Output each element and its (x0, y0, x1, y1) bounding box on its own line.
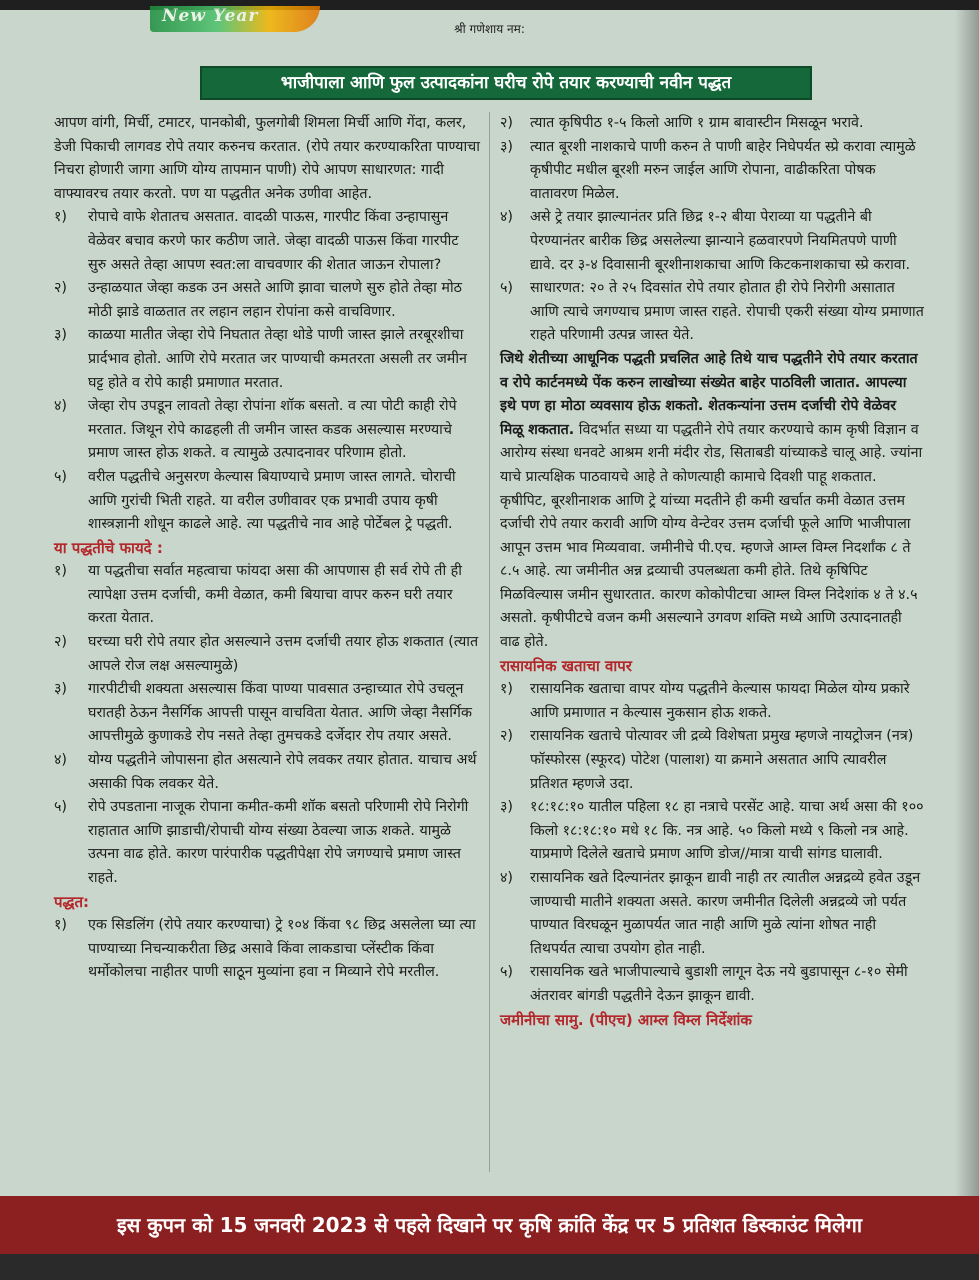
bold-paragraph: जिथे शेतीच्या आधूनिक पद्धती प्रचलित आहे तिथे याच पद्धतीने रोपे तयार करतात व रोपे कार्टनमध्ये पेंक करुन लाखोच्या संख्येत बाहेर पाठविली जातात. आपल्या इथे पण हा मोठा व्यवसाय होऊ शकतो. शेतकन्यांना उत्तम दर्जाची रोपे वेळेवर मिळू शकतात. (500, 350, 918, 438)
list-item (500, 206, 924, 277)
list-item (54, 324, 480, 395)
item-text: रोपाचे वाफे शेतातच असतात. वादळी पाऊस, गारपीट किंवा उन्हापासुन वेळेवर बचाव करणे फार कठीण जाते. जेव्हा वादळी पाऊस किंवा गारपीट सुरु असते तेव्हा आपण स्वत:ला वाचवणार की शेतात जाऊन रोपाला? (88, 209, 459, 273)
list-item (500, 678, 924, 725)
method-heading: पद्धत: (54, 892, 90, 911)
item-text: घरच्या घरी रोपे तयार होत असल्याने उत्तम दर्जाची तयार होऊ शकतात (त्यात आपले रोज लक्ष असल्यामुळे) (88, 634, 479, 674)
list-item (54, 466, 480, 537)
list-item (54, 206, 480, 277)
item-number: ४) (500, 870, 514, 886)
right-column (500, 112, 924, 1032)
top-frame (0, 0, 979, 10)
logo-text: New Year (162, 6, 259, 26)
coupon-banner: इस कुपन को 15 जनवरी 2023 से पहले दिखाने पर कृषि क्रांति केंद्र पर 5 प्रतिशत डिस्काउंट मिलेगा (0, 1196, 979, 1254)
item-text: एक सिडलिंग (रोपे तयार करण्याचा) ट्रे १०४ किंवा ९८ छिद्र असलेला घ्या त्या पाण्याच्या निचन्याकरीता छिद्र असावे किंवा लाकडाचा प्लेंस्टीक किंवा थर्मोकोलचा नाहीतर पाणी साठून मुव्यांना हवा न मिव्याने रोपे मरतील. (88, 917, 476, 981)
chemical-list (500, 678, 924, 1008)
item-number: २) (500, 728, 514, 745)
intro-paragraph: आपण वांगी, मिर्ची, टमाटर, पानकोबी, फुलगोबी शिमला मिर्ची आणि गेंदा, कलर, डेजी पिकाची लागवड रोपे तयार करुनच करतात. (रोपे तयार करण्याकरिता पाण्याचा निचरा होणारी जागा आणि योग्य तापमान पाणी) रोपे आपण साधारणत: गादी वाफ्यावरच तयार करतो. पण या पद्धतीत अनेक उणीवा आहेत. (54, 115, 480, 202)
ph-heading: जमीनीचा सामु. (पीएच) आम्ल विम्ल निर्देशांक (500, 1010, 752, 1029)
item-number: २) (54, 634, 68, 651)
method-continued-list (500, 112, 924, 348)
item-text: रासायनिक खते भाजीपाल्याचे बुडाशी लागून देऊ नये बुडापासून ८-१० सेमी अंतरावर बांगडी पद्धतीने देऊन झाकून द्यावी. (530, 964, 908, 1004)
item-text: काळया मातीत जेव्हा रोपे निघतात तेव्हा थोडे पाणी जास्त झाले तरबूरशीचा प्रार्दभाव होतो. आणि रोपे मरतात जर पाण्याची कमतरता असली तर जमीन घट्ट होते व रोपे काही प्रमाणात मरतात. (88, 327, 467, 391)
item-text: उन्हाळयात जेव्हा कडक उन असते आणि झावा चालणे सुरु होते तेव्हा मोठ मोठी झाडे वाळतात तर लहान लहान रोपांना कसे वाचविणार. (88, 280, 462, 320)
item-number: १) (54, 917, 68, 934)
item-text: वरील पद्धतीचे अनुसरण केल्यास बियाण्याचे प्रमाण जास्त लागते. चोराची आणि गुरांची भिती राहते. या वरील उणीवावर एक प्रभावी उपाय कृषी शास्त्रज्ञानी शोधून काढले आहे. त्या पद्धतीचे नाव आहे पोर्टेबल ट्रे पद्धती. (88, 468, 456, 533)
list-item (54, 560, 480, 631)
commercial-paragraph (500, 348, 924, 655)
page-edge-shadow (955, 10, 979, 1196)
item-text: जेव्हा रोप उपडून लावतो तेव्हा रोपांना शॉक बसतो. व त्या पोटी काही रोपे मरतात. जिथून रोपे काढहली ती जमीन जास्त कडक असल्यास मरण्याचे प्रमाण जास्त होऊ शकते. व त्यामुळे उत्पादनावर परिणाम होतो. (88, 398, 457, 462)
list-item (54, 796, 480, 890)
item-number: ३) (54, 327, 68, 344)
item-number: ३) (54, 681, 68, 698)
item-number: १) (500, 681, 514, 698)
list-item (54, 678, 480, 749)
list-item (500, 112, 924, 136)
item-number: ३) (500, 138, 514, 155)
left-column (54, 112, 480, 985)
item-text: त्यात कृषिपीठ १-५ किलो आणि १ ग्राम बावास्टीन मिसळून भरावे. (530, 115, 864, 131)
item-number: ३) (500, 799, 514, 816)
item-number: ५) (500, 280, 514, 297)
item-text: असे ट्रे तयार झाल्यानंतर प्रति छिद्र १-२ बीया पेराव्या या पद्धतीने बी पेरण्यानंतर बारीक छिद्र असलेल्या झान्याने हळवारपणे नियमितपणे पाणी द्यावे. दर ३-४ दिवासानी बूरशीनाशकाचा आणि किटकनाशकाचा स्प्रे करावा. (530, 209, 911, 273)
item-number: ४) (500, 209, 514, 226)
item-text: या पद्धतीचा सर्वात महत्वाचा फांयदा असा की आपणास ही सर्व रोपे ती ही त्यापेक्षा उत्तम दर्जाची, कमी वेळात, कमी बियाचा वापर करुन घरी तयार करता येतात. (88, 563, 462, 627)
list-item (54, 631, 480, 678)
list-item (500, 796, 924, 867)
column-divider (489, 112, 490, 1172)
item-text: योग्य पद्धतीने जोपासना होत असत्याने रोपे लवकर तयार होतात. याचाच अर्थ असाकी पिक लवकर येते. (88, 752, 477, 792)
item-text: रासायनिक खते दिल्यानंतर झाकून द्यावी नाही तर त्यातील अन्नद्रव्ये हवेत उडून जाण्याची मातीने शक्यता असते. कारण जमीनीत दिलेली अन्नद्रव्ये जो पर्यत पाण्यात विरघळून मुळापर्यत जात नाही आणि मुळे त्यांना शोषत नाही तिथपर्यत त्याचा उपयोग होत नाही. (530, 870, 921, 957)
list-item (54, 395, 480, 466)
item-text: रासायनिक खताचे पोत्यावर जी द्रव्ये विशेषता प्रमुख म्हणजे नायट्रोजन (नत्र) फॉस्फोरस (स्फूरद) पोटेश (पालाश) या क्रमाने असतात आपि त्यावरील प्रतिशत म्हणजे उदा. (530, 728, 914, 792)
chemical-heading: रासायनिक खताचा वापर (500, 656, 632, 675)
bottom-frame (0, 1254, 979, 1280)
item-number: २) (54, 280, 68, 297)
body-paragraph: विदर्भात सध्या या पद्धतीने रोपे तयार करण्याचे काम कृषी विज्ञान व आरोग्य संस्था धनवटे आश्रम शनी मंदीर रोड, सिताबडी यांच्याकडे चालू आहे. ज्यांना याचे प्रात्यक्षिक पाठवायचे आहे ते कोणत्याही कामाचे दिवशी पाहू शकतात. कृषीपिट, बूरशीनाशक आणि ट्रे यांच्या मदतीने ही कमी खर्चात कमी वेळात उत्तम दर्जाची रोपे तयार करावी आणि योग्य वेन्टेवर उत्तम दर्जाची फूले आणि भाजीपाला आपून उत्तम भाव मिव्यवावा. जमीनीचे पी.एच. म्हणजे आम्ल विम्ल निदर्शांक ८ ते ८.५ आहे. त्या जमीनीत अन्न द्रव्याची उपलब्धता कमी होते. तिथे कृषिपिट मिळविल्यास जमीन सुधारतात. कारण कोकोपीटचा आम्ल विम्ल निदेशांक ४ ते ४.५ असतो. कृषीपीटचे वजन कमी असल्याने उगवण शक्ति मध्ये आणि उत्पादनातही वाढ होते. (500, 421, 923, 651)
item-text: रोपे उपडताना नाजूक रोपाना कमीत-कमी शॉक बसतो परिणामी रोपे निरोगी राहातात आणि झाडाची/रोपाची योग्य संख्या ठेवल्या जाऊ शकते. यामुळे उत्पना वाढ होते. कारण पारंपारीक पद्धतीपेक्षा रोपे जगण्याचे प्रमाण जास्त राहते. (88, 799, 469, 886)
list-item (500, 725, 924, 796)
list-item (500, 277, 924, 348)
item-number: १) (54, 563, 68, 580)
item-number: ५) (54, 799, 68, 816)
item-text: गारपीटीची शक्यता असल्यास किंवा पाण्या पावसात उन्हाच्यात रोपे उचलून घरातही ठेऊन नैसर्गिक आपत्ती पासून वाचविता येतात. आणि जेव्हा नैसर्गिक आपत्तीमुळे कुणाकडे रोप नसते तेव्हा तुमचकडे दर्जेदार रोप तयार असते. (88, 681, 472, 745)
item-text: साधारणत: २० ते २५ दिवसांत रोपे तयार होतात ही रोपे निरोगी असातात आणि त्याचे जगण्याच प्रमाण जास्त राहते. रोपाची एकरी संख्या योग्य प्रमाणात राहते परिणामी उत्पन्न जास्त येते. (530, 280, 924, 344)
item-text: त्यात बूरशी नाशकाचे पाणी करुन ते पाणी बाहेर निघेपर्यत स्प्रे करावा त्यामुळे कृषीपीट मधील बूरशी मरुन जाईल आणि रोपाना, वाढीकरिता पोषक वातावरण मिळेल. (530, 138, 916, 202)
item-number: २) (500, 115, 514, 131)
invocation: श्री गणेशाय नम: (454, 22, 525, 36)
list-item (54, 277, 480, 324)
list-item (54, 914, 480, 985)
list-item (500, 961, 924, 1008)
item-text: रासायनिक खताचा वापर योग्य पद्धतीने केल्यास फायदा मिळेल योग्य प्रकारे आणि प्रमाणात न केल्यास नुकसान होऊ शकते. (530, 681, 910, 721)
page-title: भाजीपाला आणि फुल उत्पादकांना घरीच रोपे तयार करण्याची नवीन पद्धत (200, 66, 812, 100)
item-text: १८:१८:१० यातील पहिला १८ हा नत्राचे परसेंट आहे. याचा अर्थ असा की १०० किलो १८:१८:१० मधे १८ कि. नत्र आहे. ५० किलो मध्ये ९ किलो नत्र आहे. याप्रमाणे दिलेले खताचे प्रमाण आणि डोज//मात्रा याची सांगड घालावी. (530, 799, 924, 863)
item-number: ५) (500, 964, 514, 981)
problems-list (54, 206, 480, 536)
method-list (54, 914, 480, 985)
benefits-list (54, 560, 480, 890)
item-number: ४) (54, 398, 68, 415)
list-item (500, 136, 924, 207)
item-number: ४) (54, 752, 68, 769)
benefits-heading: या पद्धतीचे फायदे : (54, 538, 163, 557)
item-number: ५) (54, 468, 68, 485)
list-item (54, 749, 480, 796)
list-item (500, 867, 924, 961)
item-number: १) (54, 209, 68, 226)
